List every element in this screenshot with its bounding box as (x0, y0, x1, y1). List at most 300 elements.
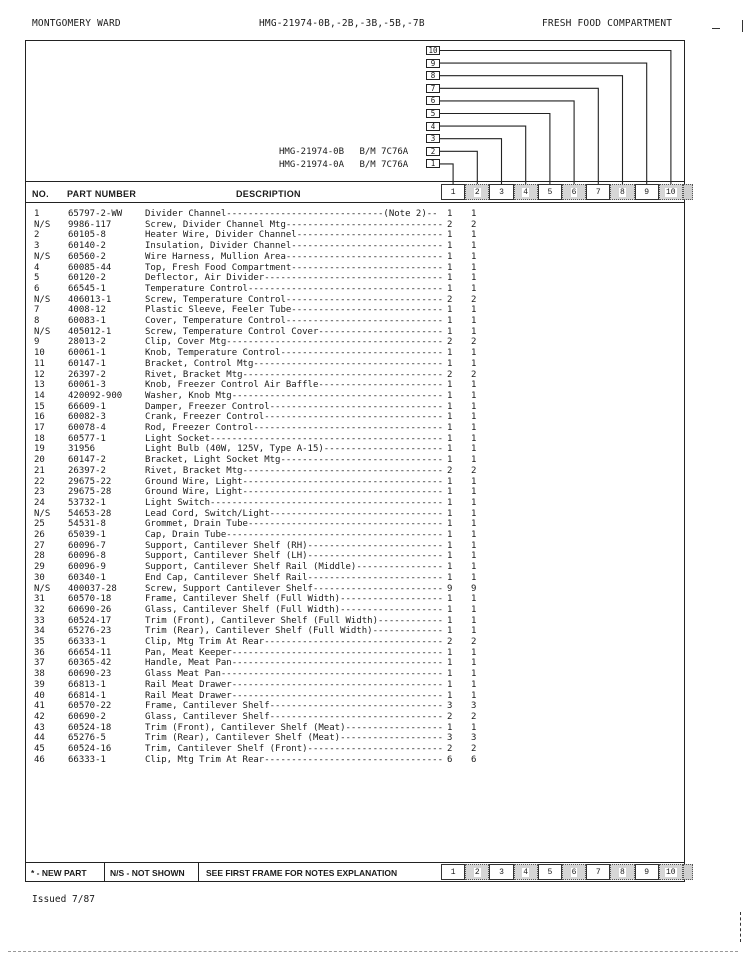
table-row (26, 691, 686, 702)
item-number: 12 (34, 369, 45, 380)
quantity-col-2: 1 (471, 530, 477, 540)
quantity-col-1: 1 (447, 594, 453, 605)
table-row (26, 380, 686, 391)
bracket-line (440, 63, 647, 184)
quantity-col-2: 2 (471, 219, 477, 230)
part-description: Clip, Cover Mtg---------------------------------------- (145, 337, 444, 348)
quantity-column-7 (586, 184, 610, 200)
quantity-col-1: 1 (447, 658, 453, 669)
item-number: 34 (34, 626, 45, 637)
item-number: 16 (34, 412, 45, 423)
part-number: 60365-42 (68, 658, 112, 669)
part-number: 60690-2 (68, 711, 106, 722)
quantity-column-label: 3 (499, 867, 504, 877)
table-row (26, 273, 686, 284)
part-number: 420092-900 (68, 390, 123, 401)
table-row (26, 519, 686, 530)
table-row (26, 423, 686, 434)
model-number: HMG-21974-0A (279, 160, 345, 170)
item-number: 17 (34, 423, 45, 433)
item-number: N/S (34, 508, 51, 519)
quantity-col-1: 1 (447, 262, 453, 273)
column-header-no: NO. (32, 189, 49, 199)
part-number: 60083-1 (68, 316, 106, 326)
quantity-col-1: 1 (447, 615, 453, 626)
part-description: Glass, Cantilever Shelf (Full Width)------------------- (145, 604, 444, 615)
part-number: 405012-1 (68, 326, 112, 337)
divider (198, 862, 199, 882)
divider (26, 862, 684, 863)
part-description: Washer, Knob Mtg--------------------------------------- (145, 390, 444, 401)
item-number: 1 (34, 209, 40, 219)
table-row (26, 220, 686, 231)
part-description: Crank, Freezer Control--------------------------------- (145, 412, 444, 423)
quantity-column-8 (610, 864, 634, 880)
item-number: 21 (34, 465, 45, 476)
quantity-col-1: 2 (447, 369, 453, 380)
quantity-col-2: 1 (471, 508, 477, 519)
quantity-col-1: 1 (447, 423, 453, 433)
quantity-col-1: 1 (447, 722, 453, 733)
divider (26, 181, 684, 182)
quantity-col-1: 1 (447, 412, 453, 423)
quantity-col-2: 1 (471, 455, 477, 466)
part-description: End Cap, Cantilever Shelf Rail------------------------- (145, 572, 444, 583)
part-number: 60340-1 (68, 572, 106, 583)
part-number: 60147-2 (68, 455, 106, 466)
quantity-col-2: 1 (471, 390, 477, 401)
table-row (26, 723, 686, 734)
part-description: Ground Wire, Light------------------------------------- (145, 476, 444, 487)
part-description: Light Socket------------------------------------------- (145, 433, 444, 444)
quantity-column-1 (441, 864, 465, 880)
part-description: Support, Cantilever Shelf (RH)------------------------- (145, 540, 444, 551)
quantity-column-label: 1 (450, 867, 456, 877)
item-number: 27 (34, 540, 45, 551)
part-number: 60061-1 (68, 348, 106, 359)
quantity-col-1: 1 (447, 508, 453, 519)
model-column-box: 9 (426, 59, 440, 68)
quantity-col-2: 1 (471, 316, 477, 326)
item-number: 8 (34, 316, 40, 326)
part-number: 60147-1 (68, 358, 106, 369)
quantity-col-1: 1 (447, 316, 453, 326)
table-row (26, 434, 686, 445)
item-number: N/S (34, 326, 51, 337)
quantity-col-1: 2 (447, 711, 453, 722)
part-number: 53732-1 (68, 497, 106, 508)
item-number: N/S (34, 583, 51, 594)
item-number: 33 (34, 615, 45, 626)
part-description: Plastic Sleeve, Feeler Tube---------------------------- (145, 305, 444, 316)
bracket-line (440, 76, 623, 184)
quantity-col-1: 1 (447, 690, 453, 701)
part-description: Support, Cantilever Shelf (LH)------------------------- (145, 551, 444, 562)
model-column-box: 5 (426, 109, 440, 118)
quantity-col-1: 2 (447, 637, 453, 647)
table-row (26, 616, 686, 627)
quantity-col-2: 2 (471, 711, 477, 722)
quantity-col-2: 1 (471, 401, 477, 412)
quantity-column-label: 6 (571, 187, 577, 197)
part-number: 60690-23 (68, 669, 112, 680)
quantity-col-2: 1 (471, 669, 477, 680)
item-number: 36 (34, 647, 45, 658)
item-number: 20 (34, 455, 45, 466)
table-row (26, 487, 686, 498)
quantity-col-1: 1 (447, 390, 453, 401)
part-number: 54531-8 (68, 519, 106, 530)
quantity-column-label: 9 (644, 187, 649, 197)
item-number: 7 (34, 305, 40, 316)
item-number: 40 (34, 690, 45, 701)
quantity-col-1: 2 (447, 294, 453, 305)
part-description: Cap, Drain Tube---------------------------------------- (145, 530, 444, 540)
quantity-column-label: 6 (571, 867, 577, 877)
quantity-col-2: 1 (471, 679, 477, 690)
item-number: 22 (34, 476, 45, 487)
quantity-col-1: 3 (447, 733, 453, 744)
table-row (26, 444, 686, 455)
quantity-column-5 (538, 864, 562, 880)
section-title: FRESH FOOD COMPARTMENT (542, 18, 673, 29)
quantity-col-1: 1 (447, 455, 453, 466)
part-number: 26397-2 (68, 369, 106, 380)
quantity-column-3 (489, 864, 513, 880)
item-number: 11 (34, 358, 45, 369)
quantity-column-2 (465, 864, 489, 880)
quantity-column-label: 9 (644, 867, 649, 877)
part-number: 26397-2 (68, 465, 106, 476)
part-number: 66813-1 (68, 679, 106, 690)
quantity-column-label: 3 (499, 187, 504, 197)
part-description: Top, Fresh Food Compartment---------------------------- (145, 262, 444, 273)
part-number: 60524-18 (68, 722, 112, 733)
part-description: Knob, Temperature Control------------------------------ (145, 348, 444, 359)
part-number: 406013-1 (68, 294, 112, 305)
part-description: Screw, Temperature Control----------------------------- (145, 294, 444, 305)
quantity-col-1: 1 (447, 283, 453, 294)
table-row (26, 230, 686, 241)
quantity-column-4 (514, 184, 538, 200)
table-row (26, 337, 686, 348)
quantity-col-2: 1 (471, 326, 477, 337)
quantity-column-label: 8 (620, 187, 625, 197)
part-number: 66609-1 (68, 401, 106, 412)
part-description: Frame, Cantilever Shelf-------------------------------- (145, 701, 444, 712)
item-number: 9 (34, 337, 40, 348)
quantity-column-10 (659, 864, 683, 880)
quantity-col-2: 2 (471, 637, 477, 647)
quantity-col-1: 1 (447, 401, 453, 412)
table-row (26, 594, 686, 605)
quantity-col-1: 2 (447, 219, 453, 230)
table-row (26, 755, 686, 766)
part-number: 60524-17 (68, 615, 112, 626)
model-number: HMG-21974-0B (279, 147, 345, 157)
part-description: Clip, Mtg Trim At Rear--------------------------------- (145, 637, 444, 647)
quantity-col-2: 1 (471, 358, 477, 369)
part-number: 60096-8 (68, 551, 106, 562)
quantity-col-2: 1 (471, 305, 477, 316)
table-row (26, 744, 686, 755)
part-description: Wire Harness, Mullion Area----------------------------- (145, 251, 444, 262)
quantity-col-2: 1 (471, 540, 477, 551)
edge-mark (742, 20, 743, 32)
part-description: Trim, Cantilever Shelf (Front)------------------------- (145, 744, 444, 754)
quantity-col-2: 1 (471, 658, 477, 669)
item-number: N/S (34, 219, 51, 230)
item-number: 25 (34, 519, 45, 530)
model-column-box: 4 (426, 122, 440, 131)
quantity-col-1: 1 (447, 669, 453, 680)
part-description: Clip, Mtg Trim At Rear--------------------------------- (145, 754, 444, 765)
quantity-column-label: 2 (474, 187, 480, 197)
item-number: 3 (34, 241, 40, 252)
quantity-column-9 (635, 864, 659, 880)
part-description: Temperature Control------------------------------------ (145, 283, 444, 294)
item-number: 32 (34, 604, 45, 615)
part-number: 60078-4 (68, 423, 106, 433)
part-number: 66333-1 (68, 754, 106, 765)
item-number: 42 (34, 711, 45, 722)
column-header-description: DESCRIPTION (236, 189, 301, 199)
quantity-column-9 (635, 184, 659, 200)
quantity-column-4 (514, 864, 538, 880)
not-shown-legend: N/S - NOT SHOWN (110, 868, 185, 878)
part-description: Insulation, Divider Channel---------------------------- (145, 241, 444, 252)
quantity-col-2: 2 (471, 465, 477, 476)
table-row (26, 263, 686, 274)
edge-mark (712, 28, 720, 29)
part-description: Rail Meat Drawer--------------------------------------- (145, 679, 444, 690)
manufacturer-header: MONTGOMERY WARD (32, 18, 121, 29)
table-row (26, 573, 686, 584)
part-number: 60082-3 (68, 412, 106, 423)
part-number: 29675-22 (68, 476, 112, 487)
item-number: 39 (34, 679, 45, 690)
quantity-col-1: 6 (447, 754, 453, 765)
quantity-col-2: 1 (471, 615, 477, 626)
grid-tail (683, 184, 693, 200)
table-row (26, 455, 686, 466)
model-column-box: 10 (426, 46, 440, 55)
item-number: 24 (34, 497, 45, 508)
item-number: 38 (34, 669, 45, 680)
quantity-col-1: 1 (447, 444, 453, 455)
quantity-col-2: 1 (471, 594, 477, 605)
part-number: 65039-1 (68, 530, 106, 540)
part-number: 28013-2 (68, 337, 106, 348)
table-row (26, 295, 686, 306)
part-description: Damper, Freezer Control-------------------------------- (145, 401, 444, 412)
quantity-column-label: 7 (595, 187, 601, 197)
item-number: 19 (34, 444, 45, 455)
part-number: 65797-2-WW (68, 209, 123, 219)
part-description: Grommet, Drain Tube------------------------------------ (145, 519, 444, 530)
part-number: 4008-12 (68, 305, 106, 316)
new-part-legend: * - NEW PART (31, 868, 87, 878)
item-number: 37 (34, 658, 45, 669)
table-row (26, 626, 686, 637)
part-description: Support, Cantilever Shelf Rail (Middle)---------------- (145, 562, 444, 573)
quantity-col-2: 1 (471, 444, 477, 455)
quantity-col-1: 1 (447, 305, 453, 316)
item-number: 6 (34, 283, 40, 294)
item-number: 41 (34, 701, 45, 712)
quantity-column-label: 1 (450, 187, 456, 197)
part-description: Heater Wire, Divider Channel--------------------------- (145, 230, 444, 241)
item-number: 4 (34, 262, 40, 273)
quantity-col-2: 1 (471, 476, 477, 487)
part-description: Screw, Temperature Control Cover----------------------- (145, 326, 444, 337)
item-number: 29 (34, 562, 45, 573)
table-row (26, 402, 686, 413)
quantity-col-2: 1 (471, 604, 477, 615)
quantity-col-1: 1 (447, 551, 453, 562)
column-header-part-number: PART NUMBER (67, 189, 137, 199)
grid-tail (683, 864, 693, 880)
part-number: 60570-18 (68, 594, 112, 605)
table-row (26, 733, 686, 744)
quantity-column-6 (562, 864, 586, 880)
part-number: 31956 (68, 444, 96, 455)
quantity-col-2: 1 (471, 348, 477, 359)
item-number: 35 (34, 637, 45, 647)
part-description: Light Switch------------------------------------------- (145, 497, 444, 508)
part-description: Trim (Front), Cantilever Shelf (Full Width)------------ (145, 615, 444, 626)
quantity-column-label: 7 (595, 867, 601, 877)
quantity-column-label: 5 (547, 187, 553, 197)
quantity-col-2: 1 (471, 487, 477, 498)
part-description: Bracket, Control Mtg----------------------------------- (145, 358, 444, 369)
part-description: Rivet, Bracket Mtg------------------------------------- (145, 369, 444, 380)
quantity-col-1: 1 (447, 626, 453, 637)
quantity-column-label: 4 (523, 867, 529, 877)
part-number: 60140-2 (68, 241, 106, 252)
part-number: 9986-117 (68, 219, 112, 230)
part-number: 400037-28 (68, 583, 117, 594)
part-description: Screw, Divider Channel Mtg----------------------------- (145, 219, 444, 230)
quantity-col-2: 2 (471, 337, 477, 348)
quantity-col-2: 1 (471, 433, 477, 444)
part-number: 60690-26 (68, 604, 112, 615)
quantity-col-1: 1 (447, 230, 453, 241)
quantity-col-2: 1 (471, 209, 477, 219)
quantity-col-1: 3 (447, 701, 453, 712)
model-column-box: 8 (426, 71, 440, 80)
table-row (26, 541, 686, 552)
item-number: 28 (34, 551, 45, 562)
quantity-column-3 (489, 184, 513, 200)
part-number: 60096-7 (68, 540, 106, 551)
table-row (26, 701, 686, 712)
part-description: Light Bulb (40W, 125V, Type A-15)---------------------- (145, 444, 444, 455)
quantity-col-2: 1 (471, 230, 477, 241)
issue-date: Issued 7/87 (32, 894, 95, 905)
quantity-col-1: 1 (447, 604, 453, 615)
quantity-col-2: 2 (471, 369, 477, 380)
table-row (26, 209, 686, 220)
item-number: N/S (34, 251, 51, 262)
quantity-col-1: 1 (447, 209, 453, 219)
quantity-col-1: 1 (447, 647, 453, 658)
item-number: 5 (34, 273, 40, 284)
item-number: 18 (34, 433, 45, 444)
bill-of-material: B/M 7C76A (359, 147, 409, 157)
part-description: Bracket, Light Socket Mtg------------------------------ (145, 455, 444, 466)
quantity-col-1: 1 (447, 380, 453, 391)
part-description: Trim (Rear), Cantilever Shelf (Meat)------------------- (145, 733, 444, 744)
quantity-col-1: 9 (447, 583, 453, 594)
quantity-col-2: 3 (471, 733, 477, 744)
quantity-col-1: 1 (447, 476, 453, 487)
item-number: 26 (34, 530, 45, 540)
table-row (26, 391, 686, 402)
quantity-col-2: 1 (471, 283, 477, 294)
quantity-col-1: 1 (447, 530, 453, 540)
part-number: 66654-11 (68, 647, 112, 658)
part-description: Cover, Temperature Control----------------------------- (145, 316, 444, 326)
part-description: Deflector, Air Divider--------------------------------- (145, 273, 444, 284)
item-number: 31 (34, 594, 45, 605)
part-number: 66333-1 (68, 637, 106, 647)
part-number: 29675-28 (68, 487, 112, 498)
table-row (26, 562, 686, 573)
quantity-col-1: 1 (447, 562, 453, 573)
quantity-column-label: 10 (665, 187, 676, 197)
quantity-column-label: 5 (547, 867, 553, 877)
item-number: 30 (34, 572, 45, 583)
part-description: Glass, Cantilever Shelf-------------------------------- (145, 711, 444, 722)
part-description: Rod, Freezer Control----------------------------------- (145, 423, 444, 433)
part-description: Pan, Meat Keeper--------------------------------------- (145, 647, 444, 658)
quantity-col-1: 2 (447, 465, 453, 476)
quantity-column-label: 2 (474, 867, 480, 877)
part-description: Frame, Cantilever Shelf (Full Width)------------------- (145, 594, 444, 605)
quantity-col-2: 1 (471, 551, 477, 562)
part-number: 60085-44 (68, 262, 112, 273)
item-number: 46 (34, 754, 45, 765)
quantity-col-2: 1 (471, 626, 477, 637)
part-number: 60560-2 (68, 251, 106, 262)
part-description: Rail Meat Drawer--------------------------------------- (145, 690, 444, 701)
model-column-box: 6 (426, 96, 440, 105)
part-number: 60096-9 (68, 562, 106, 573)
quantity-col-2: 6 (471, 754, 477, 765)
bracket-line (440, 139, 502, 184)
edge-mark (740, 912, 741, 942)
table-row (26, 669, 686, 680)
quantity-col-1: 1 (447, 358, 453, 369)
part-description: Glass Meat Pan----------------------------------------- (145, 669, 444, 680)
quantity-column-label: 10 (665, 867, 676, 877)
model-column-box: 2 (426, 147, 440, 156)
quantity-col-2: 1 (471, 262, 477, 273)
quantity-col-1: 1 (447, 540, 453, 551)
divider (26, 202, 684, 203)
part-number: 60061-3 (68, 380, 106, 391)
part-number: 60120-2 (68, 273, 106, 284)
item-number: 45 (34, 744, 45, 754)
part-description: Knob, Freezer Control Air Baffle----------------------- (145, 380, 444, 391)
quantity-column-header-grid (441, 184, 693, 200)
quantity-column-1 (441, 184, 465, 200)
table-row (26, 477, 686, 488)
table-row (26, 530, 686, 541)
table-row (26, 498, 686, 509)
table-row (26, 466, 686, 477)
